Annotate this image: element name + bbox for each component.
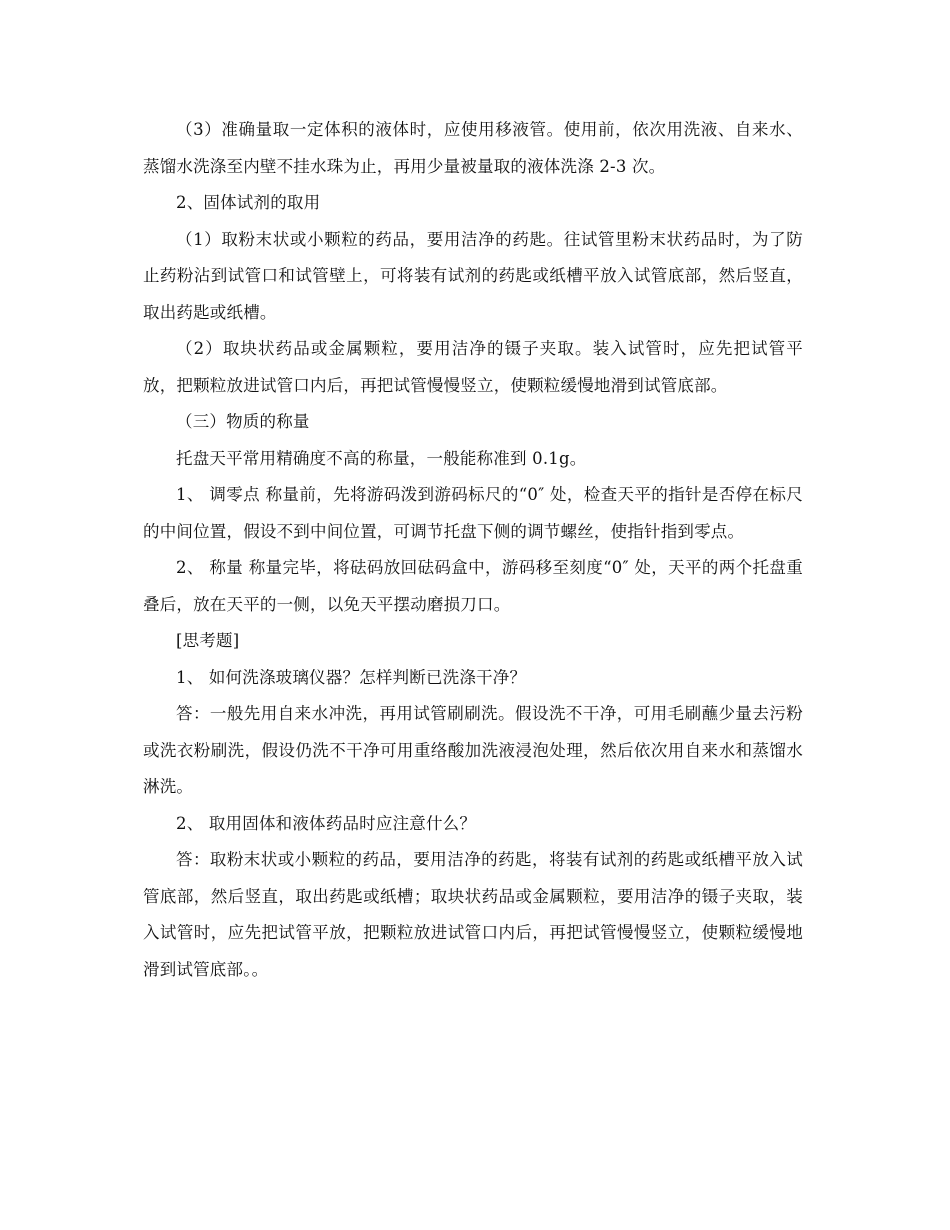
- heading-weighing: （三）物质的称量: [176, 412, 310, 431]
- document-body: [143, 112, 803, 988]
- heading-questions: [思考题]: [176, 631, 240, 650]
- paragraph-balance-intro: 托盘天平常用精确度不高的称量，一般能称准到 0.1g。: [176, 448, 587, 468]
- paragraph-zero-adjust: 1、 调零点 称量前，先将游码泼到游码标尺的“0″ 处，检查天平的指针是否停在标尺的中间位置，假设不到中间位置，可调节托盘下侧的调节螺丝，使指针指到零点。: [143, 485, 803, 541]
- paragraph-block-reagent: （2）取块状药品或金属颗粒，要用洁净的镊子夹取。装入试管时，应先把试管平放，把颗粒放进试管口内后，再把试管慢慢竖立，使颗粒缓慢地滑到试管底部。: [143, 339, 803, 395]
- paragraph-powder-reagent: （1）取粉末状或小颗粒的药品，要用洁净的药匙。往试管里粉末状药品时，为了防止药粉沾到试管口和试管壁上，可将装有试剂的药匙或纸槽平放入试管底部，然后竖直，取出药匙或纸槽。: [143, 229, 803, 322]
- question-2: 2、 取用固体和液体药品时应注意什么？: [176, 813, 477, 833]
- answer-1: 答：一般先用自来水冲洗，再用试管刷刷洗。假设洗不干净，可用毛刷蘸少量去污粉或洗衣粉刷洗，假设仍洗不干净可用重络酸加洗液浸泡处理，然后依次用自来水和蒸馏水淋洗。: [143, 704, 803, 796]
- answer-2: 答：取粉末状或小颗粒的药品，要用洁净的药匙，将装有试剂的药匙或纸槽平放入试管底部，然后竖直，取出药匙或纸槽；取块状药品或金属颗粒，要用洁净的镊子夹取，装入试管时，应先把试管平放，把颗粒放进试管口内后，再把试管慢慢竖立，使颗粒缓慢地滑到试管底部。。: [143, 850, 803, 979]
- paragraph-weighing-step: 2、 称量 称量完毕，将砝码放回砝码盒中，游码移至刻度“0″ 处，天平的两个托盘重叠后，放在天平的一侧，以免天平摆动磨损刀口。: [143, 558, 803, 614]
- paragraph-pipette-usage: （3）准确量取一定体积的液体时，应使用移液管。使用前，依次用洗液、自来水、蒸馏水洗涤至内壁不挂水珠为止，再用少量被量取的液体洗涤 2-3 次。: [143, 120, 803, 176]
- question-1: 1、 如何洗涤玻璃仪器？怎样判断已洗涤干净？: [176, 667, 527, 687]
- heading-solid-reagent: 2、固体试剂的取用: [176, 193, 321, 212]
